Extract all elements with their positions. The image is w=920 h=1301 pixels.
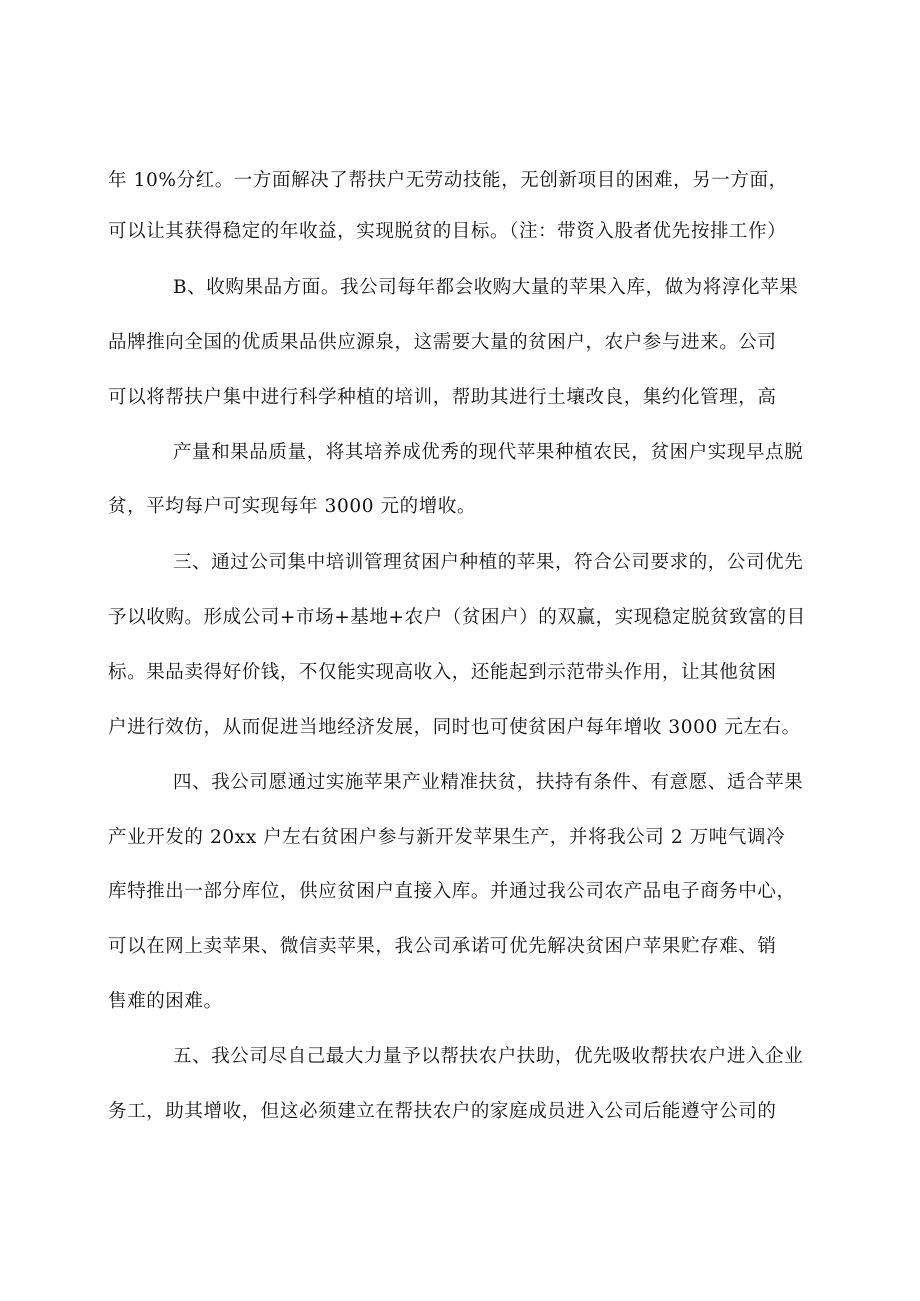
text-line: 标。果品卖得好价钱，不仅能实现高收入，还能起到示范带头作用，让其他贫困 [108,662,777,683]
text-line: 予以收购。形成公司+市场+基地+农户（贫困户）的双赢，实现稳定脱贫致富的目 [108,607,806,628]
text-line: 可以将帮扶户集中进行科学种植的培训，帮助其进行土壤改良，集约化管理，高 [108,387,777,408]
text-line: 品牌推向全国的优质果品供应源泉，这需要大量的贫困户，农户参与进来。公司 [108,332,777,353]
text-line: 可以在网上卖苹果、微信卖苹果，我公司承诺可优先解决贫困户苹果贮存难、销 [108,936,777,957]
text-line: 售难的困难。 [108,991,223,1012]
text-line: 三、通过公司集中培训管理贫困户种植的苹果，符合公司要求的，公司优先 [173,552,804,573]
text-line: 产量和果品质量，将其培养成优秀的现代苹果种植农民，贫困户实现早点脱 [173,442,804,463]
text-line: 五、我公司尽自己最大力量予以帮扶农户扶助，优先吸收帮扶农户进入企业 [173,1046,804,1067]
text-line: 务工，助其增收，但这必须建立在帮扶农户的家庭成员进入公司后能遵守公司的 [108,1101,777,1122]
text-line: 贫，平均每户可实现每年 3000 元的增收。 [108,496,477,517]
text-line: 可以让其获得稳定的年收益，实现脱贫的目标。（注：带资入股者优先按排工作） [108,221,787,242]
text-line: 四、我公司愿通过实施苹果产业精准扶贫，扶持有条件、有意愿、适合苹果 [173,772,804,793]
text-line: B、收购果品方面。我公司每年都会收购大量的苹果入库，做为将淳化苹果 [173,277,799,298]
text-line: 产业开发的 20xx 户左右贫困户参与新开发苹果生产，并将我公司 2 万吨气调冷 [108,827,786,848]
text-line: 年 10%分红。一方面解决了帮扶户无劳动技能，无创新项目的困难，另一方面， [108,170,788,191]
text-line: 库特推出一部分库位，供应贫困户直接入库。并通过我公司农产品电子商务中心， [108,881,796,902]
text-line: 户进行效仿，从而促进当地经济发展，同时也可使贫困户每年增收 3000 元左右。 [108,717,801,738]
